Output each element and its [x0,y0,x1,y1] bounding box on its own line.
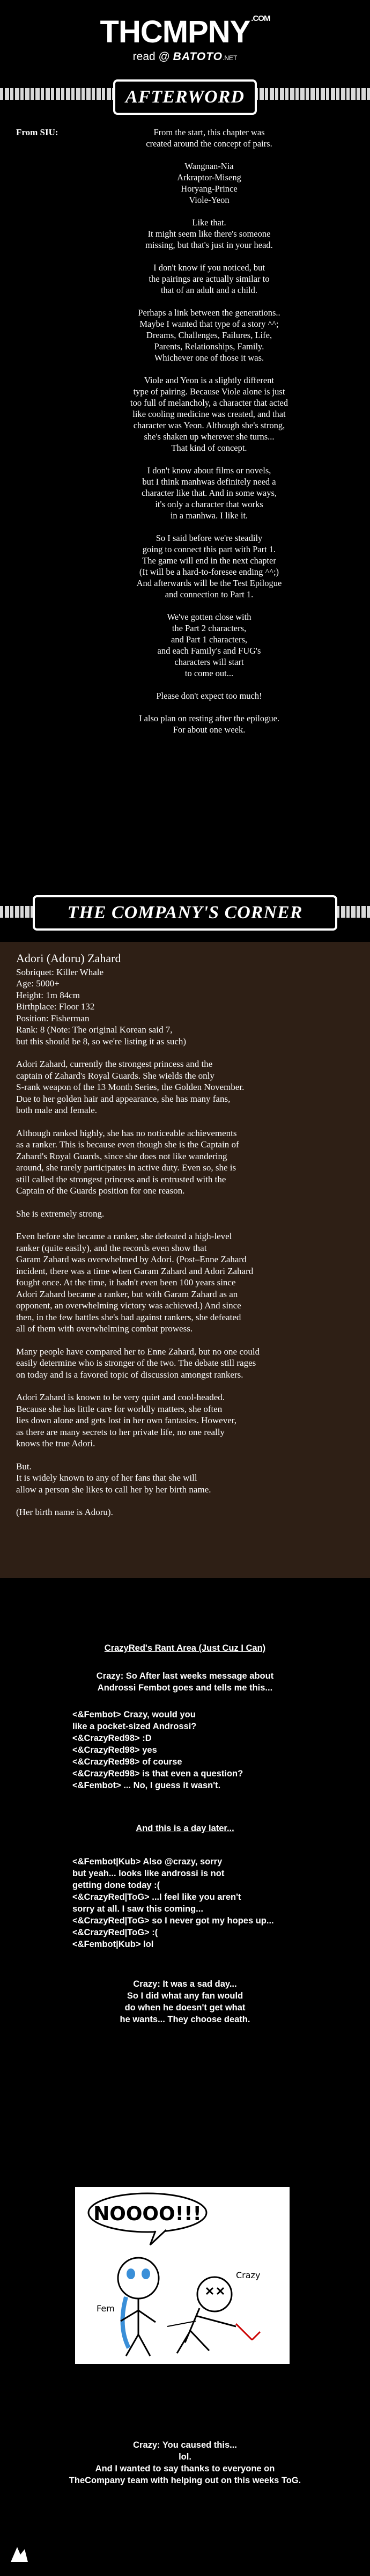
chat1-item: <&CrazyRed98> :D [72,1733,152,1743]
character-profile [16,953,349,1529]
paragraphs-item: Like that. It might seem like there's someone missing, but that's just in your head. [145,217,273,250]
chat1-item: <&CrazyRed98> is that even a question? [72,1769,243,1779]
shout-text: NOOOO!!! [93,2203,202,2225]
chat2-item: sorry at all. I saw this coming... [72,1904,203,1914]
crying-face [118,2258,159,2299]
chat1-item: <&CrazyRed98> of course [72,1757,182,1767]
rant-intro: Crazy: So After last weeks message about Androssi Fembot goes and tells me this... [96,1671,274,1693]
paragraphs-item: I don't know about films or novels, but I think manhwas definitely need a character like that. And in some ways, it's only a character that works in a manhwa. I like it. [141,465,277,521]
chat2-item: getting done today :( [72,1880,160,1890]
paragraphs-item: Adori Zahard, currently the strongest princess and the captain of Zahard's Royal Guards. She wields the only S-rank weapon of the 13 Month Series, the Golden November. Due to her golden hair and appearance, she has many fans, both male and female. [16,1059,245,1115]
chat2-item: <&CrazyRed|ToG> :( [72,1928,158,1937]
paragraphs-item: Wangnan-Nia Arkraptor-Miseng Horyang-Prince Viole-Yeon [177,161,241,205]
paragraphs-item: Adori Zahard is known to be very quiet and cool-headed. Because she has little care for worldly matters, she often lies down alone and gets lost in her own fantasies. However, as there are many secrets to her private life, no one really knows the true Adori. [16,1392,236,1448]
chat-log-1 [72,1709,298,1791]
chat1-item: <&Fembot> ... No, I guess it wasn't. [72,1781,221,1790]
chat1-item: like a pocket-sized Androssi? [72,1722,197,1731]
doodle-image [75,2187,290,2364]
facts-item: Rank: 8 (Note: The original Korean said 7, but this should be 8, so we're listing it as such) [16,1024,187,1046]
chat1-item: <&Fembot> Crazy, would you [72,1710,196,1719]
rant-sad: Crazy: It was a sad day... So I did what any fan would do when he doesn't get what he wants... They choose death. [120,1979,250,2024]
doodle-svg [75,2187,290,2364]
site-header [0,0,370,70]
red-knife [236,2324,260,2340]
facts-item: Position: Fisherman [16,1013,90,1023]
dead-face [197,2277,232,2311]
facts-item: Birthplace: Floor 132 [16,1001,95,1012]
paragraphs-item: Many people have compared her to Enne Zahard, but no one could easily determine who is stronger of the two. The debate still rages on today and is a favored topic of discussion amongst rankers. [16,1346,260,1380]
facts-item: Height: 1m 84cm [16,990,80,1000]
afterword-banner-wrap [0,70,370,123]
paragraphs-item: Viole and Yeon is a slightly different type of pairing. Because Viole alone is just too full of melancholy, a character that acted like cooling medicine was created, and that character was Yeon. Although she's strong, she's shaken up wherever she turns... That kind of concept. [130,375,288,453]
facts-item: Sobriquet: Killer Whale [16,967,104,977]
paragraphs-item: (Her birth name is Adoru). [16,1507,113,1517]
read-at-line: read @ BATOTO.NET [132,50,238,63]
afterword-section [0,123,370,832]
ending-text: Crazy: You caused this... lol. And I wanted to say thanks to everyone on TheCompany team with helping out on this weeks ToG. [69,2440,301,2485]
facts-item: Age: 5000+ [16,978,60,989]
rant-area [0,1642,370,2025]
label-fem: Fem [97,2303,115,2314]
chat2-item: <&Fembot|Kub> lol [72,1940,154,1949]
paragraphs-item: I also plan on resting after the epilogue. For about one week. [138,713,280,735]
tear-left [127,2268,135,2279]
paragraphs-item: From the start, this chapter was created around the concept of pairs. [146,127,272,149]
chat2-item: <&CrazyRed|ToG> ...I feel like you aren't [72,1892,241,1902]
label-crazy: Crazy [236,2270,261,2280]
character-facts [16,967,349,1048]
tear-right [142,2268,150,2279]
paragraphs-item: But. It is widely known to any of her fans that she will allow a person she likes to call her by her birth name. [16,1461,211,1495]
paragraphs-item: Perhaps a link between the generations.. Maybe I wanted that type of a story ^^; Dreams, Challenges, Failures, Life, Parents, Relationships, Family. Whichever one of those it was. [138,308,280,363]
paragraphs-item: She is extremely strong. [16,1208,105,1219]
tear-stream [123,2297,129,2348]
company-corner [0,942,370,1578]
paragraphs-item: We've gotten close with the Part 2 characters, and Part 1 characters, and each Family's and FUG's characters will start to come out... [157,612,261,678]
from-label: From SIU: [16,127,58,137]
stick-body-right [177,2308,236,2353]
character-bio [16,1058,349,1518]
corner-banner: THE COMPANY'S CORNER [33,895,337,931]
later-caption: And this is a day later... [136,1824,234,1833]
afterword-banner: AFTERWORD [113,79,257,115]
paragraphs-item: Even before she became a ranker, she defeated a high-level ranker (quite easily), and the records even show that Garam Zahard was overwhelmed by Adori. (Post–Enne Zahard incident, there was a time when Garam Zahard and Adori Zahard fought once. At the time, it hadn't even been 100 years since Adori Zahard became a ranker, but with Garam Zahard as an opponent, an overwhelming victory was achieved.) And since then, in the few battles she's had against rankers, she defeated all of them with overwhelming combat prowess. [16,1231,254,1334]
paragraphs-item: I don't know if you noticed, but the pairings are actually similar to that of an adult and a child. [149,262,270,295]
site-logo-icon [8,2543,31,2566]
chat2-item: but yeah... looks like androssi is not [72,1869,225,1878]
chat1-item: <&CrazyRed98> yes [72,1745,157,1755]
chat-log-2 [72,1856,298,1950]
character-name: Adori (Adoru) Zahard [16,952,121,965]
afterword-text [94,127,324,747]
paragraphs-item: So I said before we're steadily going to connect this part with Part 1. The game will end in the next chapter (It will be a hard-to-foresee ending ^^;) And afterwards will be the Test Epilogue and connection to Part 1. [136,533,282,599]
brand-logo: THCMPNY $^{.COM}$ [100,14,270,49]
rant-title: CrazyRed's Rant Area (Just Cuz I Can) [104,1643,266,1653]
paragraphs-item: Please don't expect too much! [156,691,262,701]
paragraphs-item: Although ranked highly, she has no noticeable achievements as a ranker. This is because even though she is the Captain of Zahard's Royal Guards, since she does not like wandering around, she rarely participates in active duty. Even so, she is still called the strongest princess and is entrusted with the Captain of the Guards position for one reason. [16,1128,239,1196]
chat2-item: <&Fembot|Kub> Also @crazy, sorry [72,1857,223,1867]
corner-banner-wrap [0,885,370,939]
chat2-item: <&CrazyRed|ToG> so I never got my hopes up... [72,1916,274,1926]
